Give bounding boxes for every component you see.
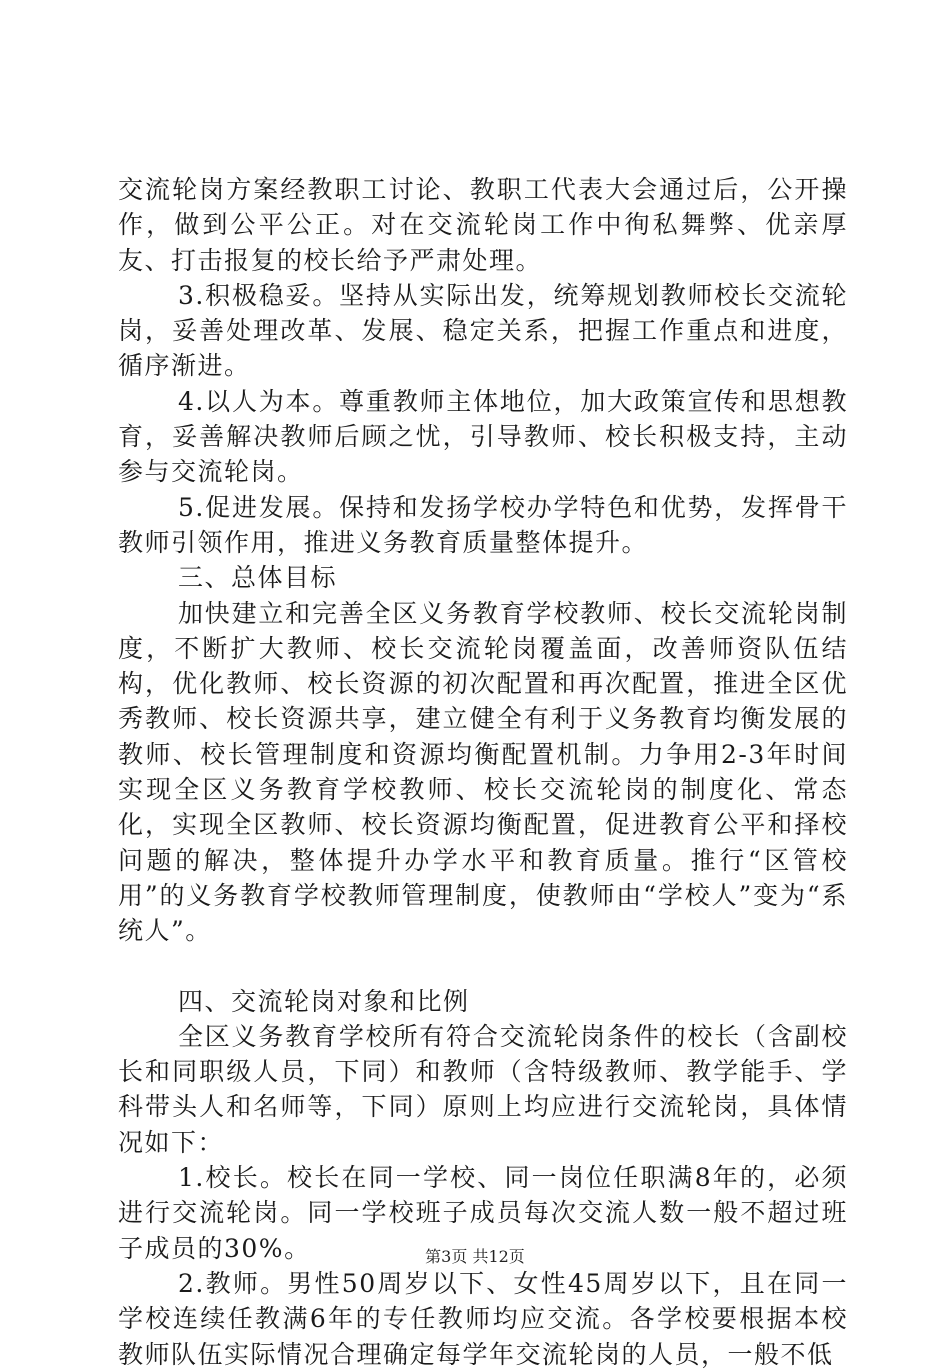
- paragraph-8: 2.教师。男性50周岁以下、女性45周岁以下，且在同一学校连续任教满6年的专任教师均应交流。各学校要根据本校教师队伍实际情况合理确定每学年交流轮岗的人员，一般不低: [118, 1268, 848, 1369]
- document-body: [118, 172, 848, 1372]
- paragraph-3: 4.以人为本。尊重教师主体地位，加大政策宣传和思想教育，妥善解决教师后顾之忧，引导教师、校长积极支持，主动参与交流轮岗。: [118, 386, 848, 487]
- section-heading-3: 三、总体目标: [178, 563, 338, 593]
- paragraph-4: 5.促进发展。保持和发扬学校办学特色和优势，发挥骨干教师引领作用，推进义务教育质量整体提升。: [118, 492, 848, 557]
- section-heading-4: 四、交流轮岗对象和比例: [178, 986, 470, 1016]
- paragraph-2: 3.积极稳妥。坚持从实际出发，统筹规划教师校长交流轮岗，妥善处理改革、发展、稳定关系，把握工作重点和进度，循序渐进。: [118, 280, 848, 381]
- paragraph-gap: [118, 949, 848, 984]
- paragraph-1: 交流轮岗方案经教职工讨论、教职工代表大会通过后，公开操作，做到公平公正。对在交流轮岗工作中徇私舞弊、优亲厚友、打击报复的校长给予严肃处理。: [118, 175, 848, 275]
- paragraph-5: 加快建立和完善全区义务教育学校教师、校长交流轮岗制度，不断扩大教师、校长交流轮岗覆盖面，改善师资队伍结构，优化教师、校长资源的初次配置和再次配置，推进全区优秀教师、校长资源共享，建立健全有利于义务教育均衡发展的教师、校长管理制度和资源均衡配置机制。力争用2-3年时间实现全区义务教育学校教师、校长交流轮岗的制度化、常态化，实现全区教师、校长资源均衡配置，促进教育公平和择校问题的解决，整体提升办学水平和教育质量。推行“区管校用”的义务教育学校教师管理制度，使教师由“学校人”变为“系统人”。: [118, 598, 848, 946]
- paragraph-7: 1.校长。校长在同一学校、同一岗位任职满8年的，必须进行交流轮岗。同一学校班子成员每次交流人数一般不超过班子成员的30%。: [118, 1163, 848, 1263]
- page-footer: 第3页 共12页: [425, 1247, 525, 1266]
- paragraph-6: 全区义务教育学校所有符合交流轮岗条件的校长（含副校长和同职级人员，下同）和教师（含特级教师、教学能手、学科带头人和名师等，下同）原则上均应进行交流轮岗，具体情况如下：: [118, 1021, 848, 1157]
